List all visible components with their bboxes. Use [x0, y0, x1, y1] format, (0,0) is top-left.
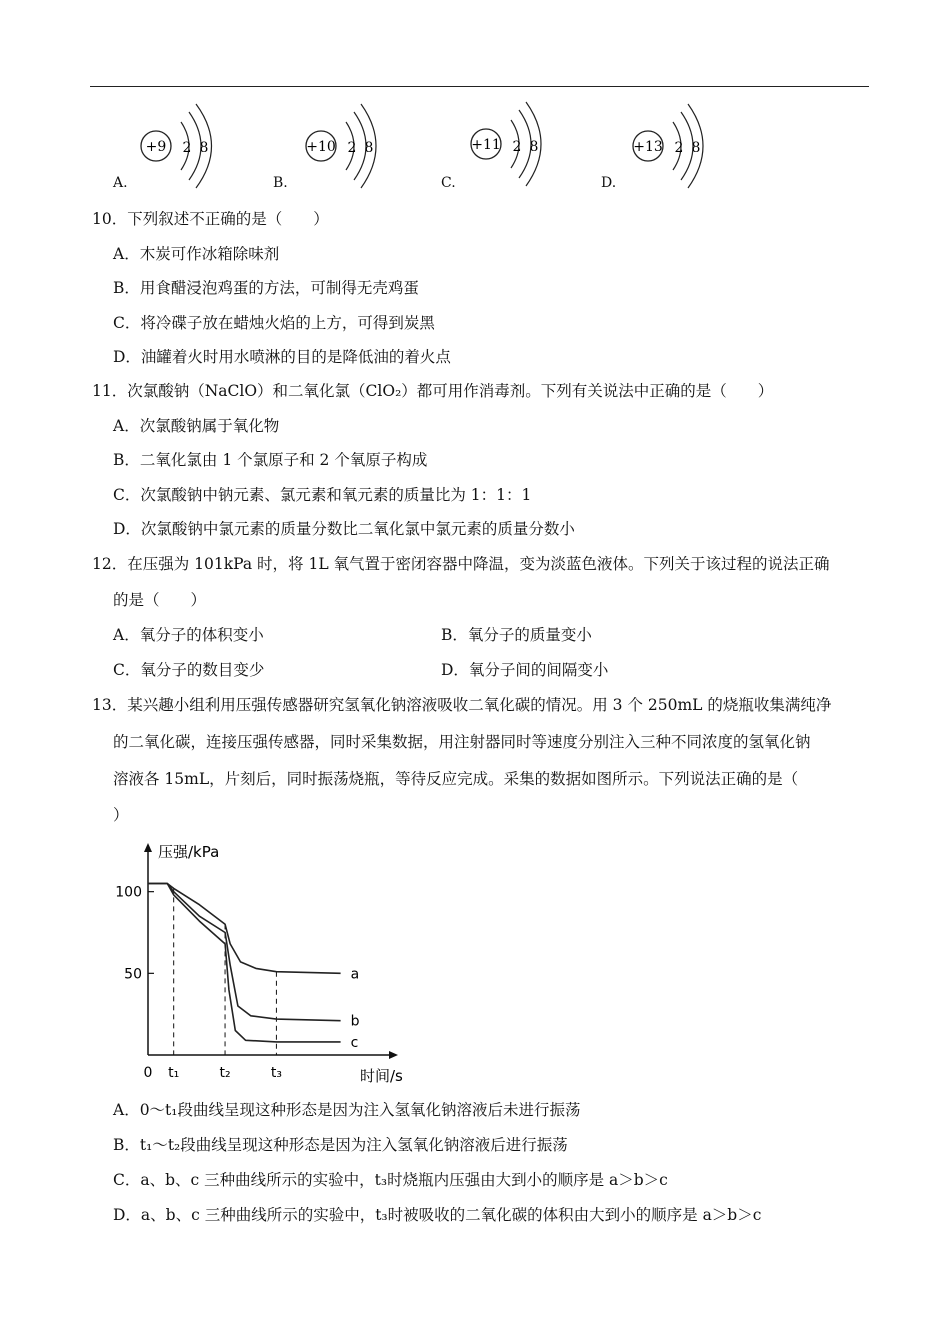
- series-label-b: b: [350, 1013, 360, 1030]
- q10-stem: 10．下列叙述不正确的是（ ）: [92, 210, 329, 228]
- option-label: D.: [601, 175, 617, 191]
- q10-option-b[interactable]: B．用食醋浸泡鸡蛋的方法，可制得无壳鸡蛋: [113, 279, 419, 297]
- q13-option-c[interactable]: C．a、b、c 三种曲线所示的实验中，t₃时烧瓶内压强由大到小的顺序是 a＞b＞c: [113, 1171, 668, 1189]
- pressure-time-chart: [108, 835, 428, 1090]
- q11-option-a[interactable]: A．次氯酸钠属于氧化物: [113, 417, 280, 435]
- chart-ticks: [115, 885, 282, 1081]
- atom-diagram-icon: [601, 100, 721, 195]
- series-line-a: [148, 884, 341, 974]
- q10-option-d[interactable]: D．油罐着火时用水喷淋的目的是降低油的着火点: [113, 348, 451, 366]
- series-label-c: c: [350, 1034, 359, 1051]
- shell-electrons-1: 2: [674, 140, 684, 156]
- q13-option-d[interactable]: D．a、b、c 三种曲线所示的实验中，t₃时被吸收的二氧化碳的体积由大到小的顺序是 a＞b＞c: [113, 1206, 762, 1224]
- x-tick-label: 0: [143, 1065, 153, 1081]
- option-label: A.: [113, 175, 128, 191]
- shell-electrons-1: 2: [512, 139, 522, 155]
- x-tick-label: t₂: [219, 1065, 231, 1081]
- chart-guides: [174, 888, 277, 1055]
- atom-diagram-icon: [273, 100, 393, 195]
- x-tick-label: t₃: [270, 1065, 282, 1081]
- q13-stem-line2: 的二氧化碳，连接压强传感器，同时采集数据，用注射器同时等速度分别注入三种不同浓度的氢氧化钠: [113, 733, 811, 751]
- q12-stem-line1: 12．在压强为 101kPa 时，将 1L 氧气置于密闭容器中降温，变为淡蓝色液体。下列关于该过程的说法正确: [92, 555, 830, 573]
- q13-option-b[interactable]: B．t₁～t₂段曲线呈现这种形态是因为注入氢氧化钠溶液后进行振荡: [113, 1136, 568, 1154]
- atom-diagram-icon: [441, 100, 561, 195]
- q9-option-a[interactable]: [113, 100, 233, 195]
- nucleus-charge: +10: [306, 139, 336, 155]
- q13-stem-line3: 溶液各 15mL，片刻后，同时振荡烧瓶，等待反应完成。采集的数据如图所示。下列说法正确的是（: [113, 770, 799, 788]
- x-axis-label: 时间/s: [360, 1067, 403, 1085]
- q13-option-a[interactable]: A．0～t₁段曲线呈现这种形态是因为注入氢氧化钠溶液后未进行振荡: [113, 1101, 581, 1119]
- option-label: B.: [273, 175, 288, 191]
- q10-option-c[interactable]: C．将冷碟子放在蜡烛火焰的上方，可得到炭黑: [113, 314, 435, 332]
- q11-option-d[interactable]: D．次氯酸钠中氯元素的质量分数比二氧化氯中氯元素的质量分数小: [113, 520, 575, 538]
- header-rule: [90, 86, 869, 87]
- q12-option-c[interactable]: C．氧分子的数目变少: [113, 661, 265, 679]
- q11-option-b[interactable]: B．二氧化氯由 1 个氯原子和 2 个氧原子构成: [113, 451, 428, 469]
- shell-electrons-2: 8: [364, 140, 374, 156]
- series-label-a: a: [350, 966, 360, 983]
- q9-option-d[interactable]: [601, 100, 721, 195]
- shell-electrons-1: 2: [182, 140, 192, 156]
- shell-electrons-2: 8: [691, 140, 701, 156]
- shell-electrons-1: 2: [347, 140, 357, 156]
- q12-option-d[interactable]: D．氧分子间的间隔变小: [441, 661, 609, 679]
- y-axis-arrow-icon: [144, 843, 152, 852]
- nucleus-charge: +9: [145, 139, 167, 155]
- shell-electrons-2: 8: [529, 139, 539, 155]
- nucleus-charge: +11: [471, 137, 501, 153]
- option-label: C.: [441, 175, 456, 191]
- y-tick-label: 50: [124, 966, 142, 983]
- q11-option-c[interactable]: C．次氯酸钠中钠元素、氯元素和氧元素的质量比为 1：1：1: [113, 486, 532, 504]
- q9-option-c[interactable]: [441, 100, 561, 195]
- y-tick-label: 100: [115, 884, 142, 901]
- q10-option-a[interactable]: A．木炭可作冰箱除味剂: [113, 245, 280, 263]
- q13-stem-line1: 13．某兴趣小组利用压强传感器研究氢氧化钠溶液吸收二氧化碳的情况。用 3 个 250mL 的烧瓶收集满纯净: [92, 696, 832, 714]
- series-line-b: [148, 884, 341, 1021]
- x-axis-arrow-icon: [389, 1051, 398, 1059]
- q12-option-a[interactable]: A．氧分子的体积变小: [113, 626, 264, 644]
- shell-electrons-2: 8: [199, 140, 209, 156]
- y-axis-label: 压强/kPa: [158, 843, 220, 861]
- nucleus-charge: +13: [633, 139, 663, 155]
- chart-lines: [148, 884, 360, 1051]
- q9-option-b[interactable]: [273, 100, 393, 195]
- x-tick-label: t₁: [168, 1065, 180, 1081]
- q12-option-b[interactable]: B．氧分子的质量变小: [441, 626, 592, 644]
- chart-svg: [108, 835, 428, 1090]
- q12-stem-line2: 的是（ ）: [113, 591, 207, 609]
- q11-stem: 11．次氯酸钠（NaClO）和二氧化氯（ClO₂）都可用作消毒剂。下列有关说法中正确的是（ ）: [92, 382, 774, 400]
- q13-stem-line4: ）: [113, 806, 129, 824]
- atom-diagram-icon: [113, 100, 233, 195]
